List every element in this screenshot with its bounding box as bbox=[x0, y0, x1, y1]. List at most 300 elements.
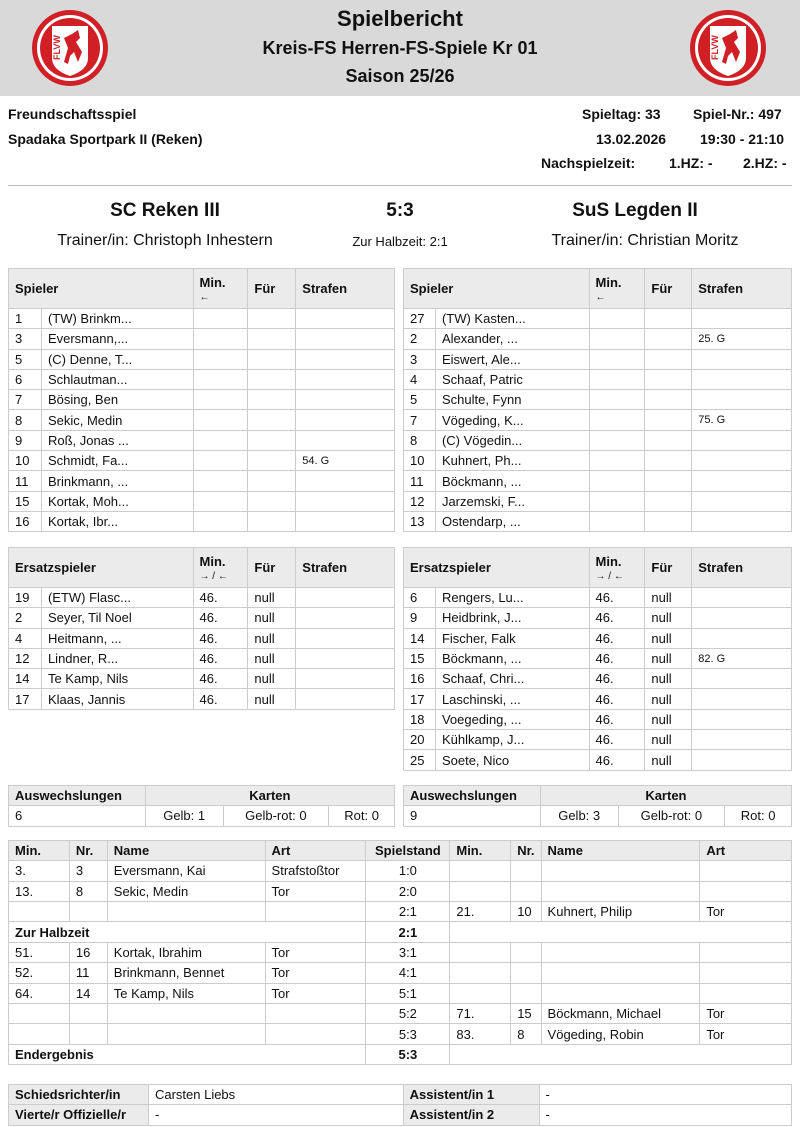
table-row bbox=[9, 689, 395, 709]
player-penalty bbox=[296, 349, 395, 369]
table-row bbox=[9, 329, 395, 349]
away-substitutes-table bbox=[403, 547, 792, 771]
away-goal-type bbox=[700, 942, 792, 962]
table-row bbox=[404, 689, 792, 709]
phase-score: 2:1 bbox=[366, 922, 450, 942]
away-goal-type: Tor bbox=[700, 1004, 792, 1024]
col-header-substitute: Ersatzspieler bbox=[9, 548, 194, 588]
player-name: Lindner, R... bbox=[41, 648, 193, 668]
phase-score: 5:3 bbox=[366, 1044, 450, 1064]
player-name: (ETW) Flasc... bbox=[41, 588, 193, 608]
player-minute: 46. bbox=[589, 608, 645, 628]
empty-cell bbox=[450, 922, 792, 942]
player-number: 19 bbox=[9, 588, 42, 608]
table-row bbox=[9, 511, 395, 531]
player-name: Eversmann,... bbox=[41, 329, 193, 349]
player-number: 2 bbox=[9, 608, 42, 628]
table-row bbox=[404, 410, 792, 430]
table-row bbox=[404, 628, 792, 648]
player-number: 3 bbox=[404, 349, 436, 369]
player-penalty bbox=[296, 390, 395, 410]
player-penalty bbox=[296, 689, 395, 709]
player-number: 11 bbox=[9, 471, 42, 491]
player-penalty bbox=[692, 511, 792, 531]
page-title: Spielbericht bbox=[337, 6, 463, 31]
col-header-goal-type: Art bbox=[265, 841, 366, 861]
final-score: 5:3 bbox=[386, 200, 414, 221]
home-goal-number bbox=[69, 902, 107, 922]
home-summary-table bbox=[8, 785, 395, 827]
player-minute bbox=[589, 451, 645, 471]
col-header-goal-name: Name bbox=[541, 841, 700, 861]
player-minute bbox=[589, 329, 645, 349]
away-goal-scorer bbox=[541, 942, 700, 962]
player-penalty bbox=[296, 430, 395, 450]
player-name: Voegeding, ... bbox=[435, 709, 589, 729]
player-for: null bbox=[645, 709, 692, 729]
player-number: 9 bbox=[9, 430, 42, 450]
player-for: null bbox=[248, 608, 296, 628]
away-goal-type bbox=[700, 861, 792, 881]
away-goal-scorer: Böckmann, Michael bbox=[541, 1004, 700, 1024]
player-penalty bbox=[296, 309, 395, 329]
player-penalty bbox=[296, 329, 395, 349]
home-goal-minute: 64. bbox=[9, 983, 70, 1003]
logo-text: FLVW bbox=[710, 35, 720, 60]
player-name: Klaas, Jannis bbox=[41, 689, 193, 709]
player-for bbox=[645, 511, 692, 531]
away-goal-minute: 21. bbox=[450, 902, 511, 922]
table-row bbox=[404, 430, 792, 450]
away-goal-number bbox=[511, 983, 541, 1003]
player-minute bbox=[589, 430, 645, 450]
col-header-substitutions: Auswechslungen bbox=[404, 786, 541, 806]
player-number: 2 bbox=[404, 329, 436, 349]
home-goal-minute bbox=[9, 902, 70, 922]
player-number: 4 bbox=[9, 628, 42, 648]
score-state: 4:1 bbox=[366, 963, 450, 983]
player-penalty bbox=[692, 588, 792, 608]
away-yellow-red-cards: Gelb-rot: 0 bbox=[618, 806, 725, 826]
empty-cell bbox=[450, 1044, 792, 1064]
away-goal-minute bbox=[450, 983, 511, 1003]
home-substitutions-count: 6 bbox=[9, 806, 146, 826]
table-row bbox=[9, 471, 395, 491]
extra-time-label: Nachspielzeit: bbox=[541, 155, 636, 171]
player-for bbox=[248, 511, 296, 531]
table-row bbox=[9, 451, 395, 471]
match-venue: Spadaka Sportpark II (Reken) bbox=[8, 131, 203, 147]
col-header-goal-nr: Nr. bbox=[511, 841, 541, 861]
away-goal-type bbox=[700, 983, 792, 1003]
home-goal-type: Tor bbox=[265, 942, 366, 962]
player-for: null bbox=[248, 669, 296, 689]
player-minute: 46. bbox=[589, 689, 645, 709]
away-substitutions-count: 9 bbox=[404, 806, 541, 826]
player-name: Sekic, Medin bbox=[41, 410, 193, 430]
home-goal-minute: 3. bbox=[9, 861, 70, 881]
table-row bbox=[404, 608, 792, 628]
table-row bbox=[404, 329, 792, 349]
player-penalty: 82. G bbox=[692, 648, 792, 668]
player-minute bbox=[589, 491, 645, 511]
away-goal-scorer: Kuhnert, Philip bbox=[541, 902, 700, 922]
col-header-penalties: Strafen bbox=[296, 548, 395, 588]
col-header-cards: Karten bbox=[145, 786, 394, 806]
home-goal-type: Tor bbox=[265, 881, 366, 901]
player-name: Böckmann, ... bbox=[435, 471, 589, 491]
player-name: Kortak, Moh... bbox=[41, 491, 193, 511]
player-for bbox=[645, 369, 692, 389]
col-header-player: Spieler bbox=[404, 269, 590, 309]
player-name: (C) Denne, T... bbox=[41, 349, 193, 369]
home-goal-minute: 52. bbox=[9, 963, 70, 983]
table-row bbox=[9, 588, 395, 608]
player-name: Schmidt, Fa... bbox=[41, 451, 193, 471]
home-goal-scorer bbox=[107, 1024, 265, 1044]
player-number: 27 bbox=[404, 309, 436, 329]
halftime-score: Zur Halbzeit: 2:1 bbox=[352, 234, 448, 249]
table-row bbox=[404, 648, 792, 668]
table-row bbox=[404, 471, 792, 491]
extra-time-first-half: 1.HZ: - bbox=[669, 155, 713, 171]
player-number: 11 bbox=[404, 471, 436, 491]
home-goal-minute: 13. bbox=[9, 881, 70, 901]
player-minute bbox=[589, 390, 645, 410]
player-name: Kortak, Ibr... bbox=[41, 511, 193, 531]
table-row bbox=[404, 451, 792, 471]
home-goal-number bbox=[69, 1004, 107, 1024]
player-for bbox=[248, 349, 296, 369]
player-minute: 46. bbox=[589, 750, 645, 770]
fourth-official-label: Vierte/r Offizielle/r bbox=[9, 1105, 149, 1125]
home-team-name: SC Reken III bbox=[110, 200, 220, 221]
season-title: Saison 25/26 bbox=[345, 66, 455, 86]
away-goal-scorer bbox=[541, 983, 700, 1003]
player-penalty bbox=[296, 608, 395, 628]
player-number: 15 bbox=[9, 491, 42, 511]
col-header-goal-name: Name bbox=[107, 841, 265, 861]
home-goal-scorer bbox=[107, 902, 265, 922]
player-minute bbox=[193, 430, 248, 450]
player-penalty bbox=[692, 451, 792, 471]
player-for bbox=[645, 471, 692, 491]
player-for: null bbox=[645, 730, 692, 750]
player-minute bbox=[193, 491, 248, 511]
player-number: 8 bbox=[404, 430, 436, 450]
player-number: 10 bbox=[404, 451, 436, 471]
home-goal-minute: 51. bbox=[9, 942, 70, 962]
player-minute bbox=[193, 451, 248, 471]
player-minute bbox=[193, 511, 248, 531]
player-for bbox=[248, 329, 296, 349]
home-substitutes-table bbox=[8, 547, 395, 710]
player-number: 12 bbox=[9, 648, 42, 668]
player-minute bbox=[589, 349, 645, 369]
player-penalty bbox=[692, 750, 792, 770]
extra-time-second-half: 2.HZ: - bbox=[743, 155, 787, 171]
col-header-min: Min. → / ← bbox=[589, 548, 645, 588]
player-penalty bbox=[692, 491, 792, 511]
col-header-substitute: Ersatzspieler bbox=[404, 548, 590, 588]
player-number: 14 bbox=[9, 669, 42, 689]
player-penalty bbox=[296, 491, 395, 511]
player-minute: 46. bbox=[589, 709, 645, 729]
player-name: Te Kamp, Nils bbox=[41, 669, 193, 689]
goal-row bbox=[9, 942, 792, 962]
home-goal-minute bbox=[9, 1004, 70, 1024]
player-penalty bbox=[296, 648, 395, 668]
matchday: Spieltag: 33 bbox=[582, 106, 661, 122]
table-row bbox=[404, 750, 792, 770]
col-header-min: Min. ← bbox=[589, 269, 645, 309]
match-time: 19:30 - 21:10 bbox=[700, 131, 785, 147]
player-number: 7 bbox=[9, 390, 42, 410]
col-header-goal-min: Min. bbox=[9, 841, 70, 861]
player-penalty bbox=[692, 689, 792, 709]
table-row bbox=[404, 390, 792, 410]
col-header-for: Für bbox=[645, 269, 692, 309]
away-summary-table bbox=[403, 785, 792, 827]
player-for: null bbox=[248, 588, 296, 608]
goal-row bbox=[9, 1004, 792, 1024]
player-minute bbox=[589, 309, 645, 329]
player-number: 16 bbox=[404, 669, 436, 689]
table-row bbox=[404, 369, 792, 389]
goals-table bbox=[8, 840, 792, 1065]
home-goal-number: 14 bbox=[69, 983, 107, 1003]
player-penalty bbox=[692, 471, 792, 491]
player-number: 16 bbox=[9, 511, 42, 531]
col-header-substitutions: Auswechslungen bbox=[9, 786, 146, 806]
home-yellow-red-cards: Gelb-rot: 0 bbox=[223, 806, 329, 826]
player-for: null bbox=[645, 689, 692, 709]
player-name: Kuhnert, Ph... bbox=[435, 451, 589, 471]
away-goal-number bbox=[511, 963, 541, 983]
goal-row bbox=[9, 963, 792, 983]
away-goal-number bbox=[511, 881, 541, 901]
home-goal-minute bbox=[9, 1024, 70, 1044]
player-name: Brinkmann, ... bbox=[41, 471, 193, 491]
player-minute bbox=[589, 369, 645, 389]
player-number: 6 bbox=[9, 369, 42, 389]
away-red-cards: Rot: 0 bbox=[725, 806, 792, 826]
player-penalty: 75. G bbox=[692, 410, 792, 430]
player-name: Schaaf, Patric bbox=[435, 369, 589, 389]
player-for: null bbox=[645, 588, 692, 608]
away-lineup-table bbox=[403, 268, 792, 532]
home-lineup-table bbox=[8, 268, 395, 532]
assistant2-name: - bbox=[539, 1105, 792, 1125]
player-penalty bbox=[296, 369, 395, 389]
logo-text: FLVW bbox=[52, 35, 62, 60]
home-goal-type: Strafstoßtor bbox=[265, 861, 366, 881]
player-name: (TW) Brinkm... bbox=[41, 309, 193, 329]
player-penalty bbox=[692, 349, 792, 369]
away-goal-number bbox=[511, 861, 541, 881]
player-number: 7 bbox=[404, 410, 436, 430]
away-goal-type: Tor bbox=[700, 1024, 792, 1044]
player-minute: 46. bbox=[193, 628, 248, 648]
player-minute: 46. bbox=[193, 669, 248, 689]
player-number: 5 bbox=[404, 390, 436, 410]
assistant2-label: Assistent/in 2 bbox=[403, 1105, 539, 1125]
table-row bbox=[404, 309, 792, 329]
player-minute bbox=[589, 410, 645, 430]
score-state: 5:3 bbox=[366, 1024, 450, 1044]
divider bbox=[8, 185, 792, 186]
table-row bbox=[9, 491, 395, 511]
player-minute bbox=[193, 471, 248, 491]
table-row bbox=[9, 608, 395, 628]
score-state: 5:1 bbox=[366, 983, 450, 1003]
player-name: Roß, Jonas ... bbox=[41, 430, 193, 450]
away-goal-scorer: Vögeding, Robin bbox=[541, 1024, 700, 1044]
player-number: 5 bbox=[9, 349, 42, 369]
player-minute bbox=[589, 471, 645, 491]
player-minute: 46. bbox=[193, 608, 248, 628]
away-goal-minute bbox=[450, 861, 511, 881]
away-goal-scorer bbox=[541, 881, 700, 901]
goal-row bbox=[9, 1024, 792, 1044]
player-minute bbox=[193, 410, 248, 430]
player-number: 1 bbox=[9, 309, 42, 329]
player-for: null bbox=[645, 669, 692, 689]
player-name: Schlautman... bbox=[41, 369, 193, 389]
player-name: Laschinski, ... bbox=[435, 689, 589, 709]
col-header-player: Spieler bbox=[9, 269, 194, 309]
player-for bbox=[248, 309, 296, 329]
home-goal-scorer: Brinkmann, Bennet bbox=[107, 963, 265, 983]
player-minute bbox=[193, 369, 248, 389]
col-header-goal-type: Art bbox=[700, 841, 792, 861]
match-type: Freundschaftsspiel bbox=[8, 106, 137, 122]
home-goal-scorer bbox=[107, 1004, 265, 1024]
player-name: Bösing, Ben bbox=[41, 390, 193, 410]
player-penalty bbox=[692, 430, 792, 450]
home-goal-scorer: Te Kamp, Nils bbox=[107, 983, 265, 1003]
player-minute bbox=[193, 390, 248, 410]
player-name: Soete, Nico bbox=[435, 750, 589, 770]
table-row bbox=[9, 410, 395, 430]
player-number: 10 bbox=[9, 451, 42, 471]
home-trainer: Trainer/in: Christoph Inhestern bbox=[57, 232, 273, 249]
player-minute: 46. bbox=[589, 648, 645, 668]
phase-label: Endergebnis bbox=[9, 1044, 366, 1064]
player-number: 6 bbox=[404, 588, 436, 608]
player-penalty bbox=[296, 511, 395, 531]
away-goal-number bbox=[511, 942, 541, 962]
player-number: 8 bbox=[9, 410, 42, 430]
player-minute: 46. bbox=[193, 648, 248, 668]
match-date: 13.02.2026 bbox=[596, 131, 667, 147]
player-number: 12 bbox=[404, 491, 436, 511]
table-row bbox=[9, 628, 395, 648]
away-goal-number: 10 bbox=[511, 902, 541, 922]
player-minute: 46. bbox=[589, 669, 645, 689]
player-minute: 46. bbox=[193, 588, 248, 608]
col-header-for: Für bbox=[645, 548, 692, 588]
player-minute bbox=[193, 309, 248, 329]
officials-table bbox=[8, 1084, 792, 1126]
col-header-min: Min. → / ← bbox=[193, 548, 248, 588]
player-penalty bbox=[692, 730, 792, 750]
player-penalty bbox=[692, 608, 792, 628]
player-name: (C) Vögedin... bbox=[435, 430, 589, 450]
home-goal-scorer: Kortak, Ibrahim bbox=[107, 942, 265, 962]
player-for bbox=[645, 451, 692, 471]
player-for: null bbox=[645, 628, 692, 648]
player-name: Alexander, ... bbox=[435, 329, 589, 349]
player-minute bbox=[193, 329, 248, 349]
col-header-for: Für bbox=[248, 548, 296, 588]
col-header-penalties: Strafen bbox=[296, 269, 395, 309]
goal-row bbox=[9, 983, 792, 1003]
player-penalty bbox=[296, 471, 395, 491]
player-for: null bbox=[248, 628, 296, 648]
player-number: 20 bbox=[404, 730, 436, 750]
score-state: 2:0 bbox=[366, 881, 450, 901]
away-yellow-cards: Gelb: 3 bbox=[540, 806, 618, 826]
player-for: null bbox=[248, 648, 296, 668]
away-goal-minute bbox=[450, 963, 511, 983]
player-penalty bbox=[692, 709, 792, 729]
player-name: (TW) Kasten... bbox=[435, 309, 589, 329]
player-penalty bbox=[692, 369, 792, 389]
match-number: Spiel-Nr.: 497 bbox=[693, 106, 782, 122]
away-goal-type bbox=[700, 881, 792, 901]
player-for bbox=[645, 491, 692, 511]
away-trainer: Trainer/in: Christian Moritz bbox=[551, 232, 739, 249]
player-for bbox=[645, 329, 692, 349]
away-goal-type: Tor bbox=[700, 902, 792, 922]
player-penalty: 25. G bbox=[692, 329, 792, 349]
player-for bbox=[645, 430, 692, 450]
player-name: Fischer, Falk bbox=[435, 628, 589, 648]
player-name: Rengers, Lu... bbox=[435, 588, 589, 608]
player-minute: 46. bbox=[589, 588, 645, 608]
home-goal-type bbox=[265, 1004, 366, 1024]
assistant1-label: Assistent/in 1 bbox=[403, 1085, 539, 1105]
competition-title: Kreis-FS Herren-FS-Spiele Kr 01 bbox=[262, 38, 538, 58]
player-name: Böckmann, ... bbox=[435, 648, 589, 668]
player-for bbox=[645, 390, 692, 410]
table-row bbox=[9, 349, 395, 369]
player-name: Ostendarp, ... bbox=[435, 511, 589, 531]
col-header-cards: Karten bbox=[540, 786, 791, 806]
col-header-for: Für bbox=[248, 269, 296, 309]
away-goal-minute: 71. bbox=[450, 1004, 511, 1024]
player-number: 13 bbox=[404, 511, 436, 531]
table-row bbox=[9, 430, 395, 450]
home-goal-number bbox=[69, 1024, 107, 1044]
score-state: 2:1 bbox=[366, 902, 450, 922]
home-goal-number: 8 bbox=[69, 881, 107, 901]
table-row bbox=[9, 369, 395, 389]
player-minute: 46. bbox=[589, 730, 645, 750]
player-penalty bbox=[296, 588, 395, 608]
player-minute: 46. bbox=[193, 689, 248, 709]
away-goal-minute: 83. bbox=[450, 1024, 511, 1044]
player-number: 3 bbox=[9, 329, 42, 349]
score-state: 3:1 bbox=[366, 942, 450, 962]
player-for bbox=[248, 369, 296, 389]
player-number: 14 bbox=[404, 628, 436, 648]
player-penalty: 54. G bbox=[296, 451, 395, 471]
away-goal-number: 15 bbox=[511, 1004, 541, 1024]
player-name: Seyer, Til Noel bbox=[41, 608, 193, 628]
player-for bbox=[645, 309, 692, 329]
